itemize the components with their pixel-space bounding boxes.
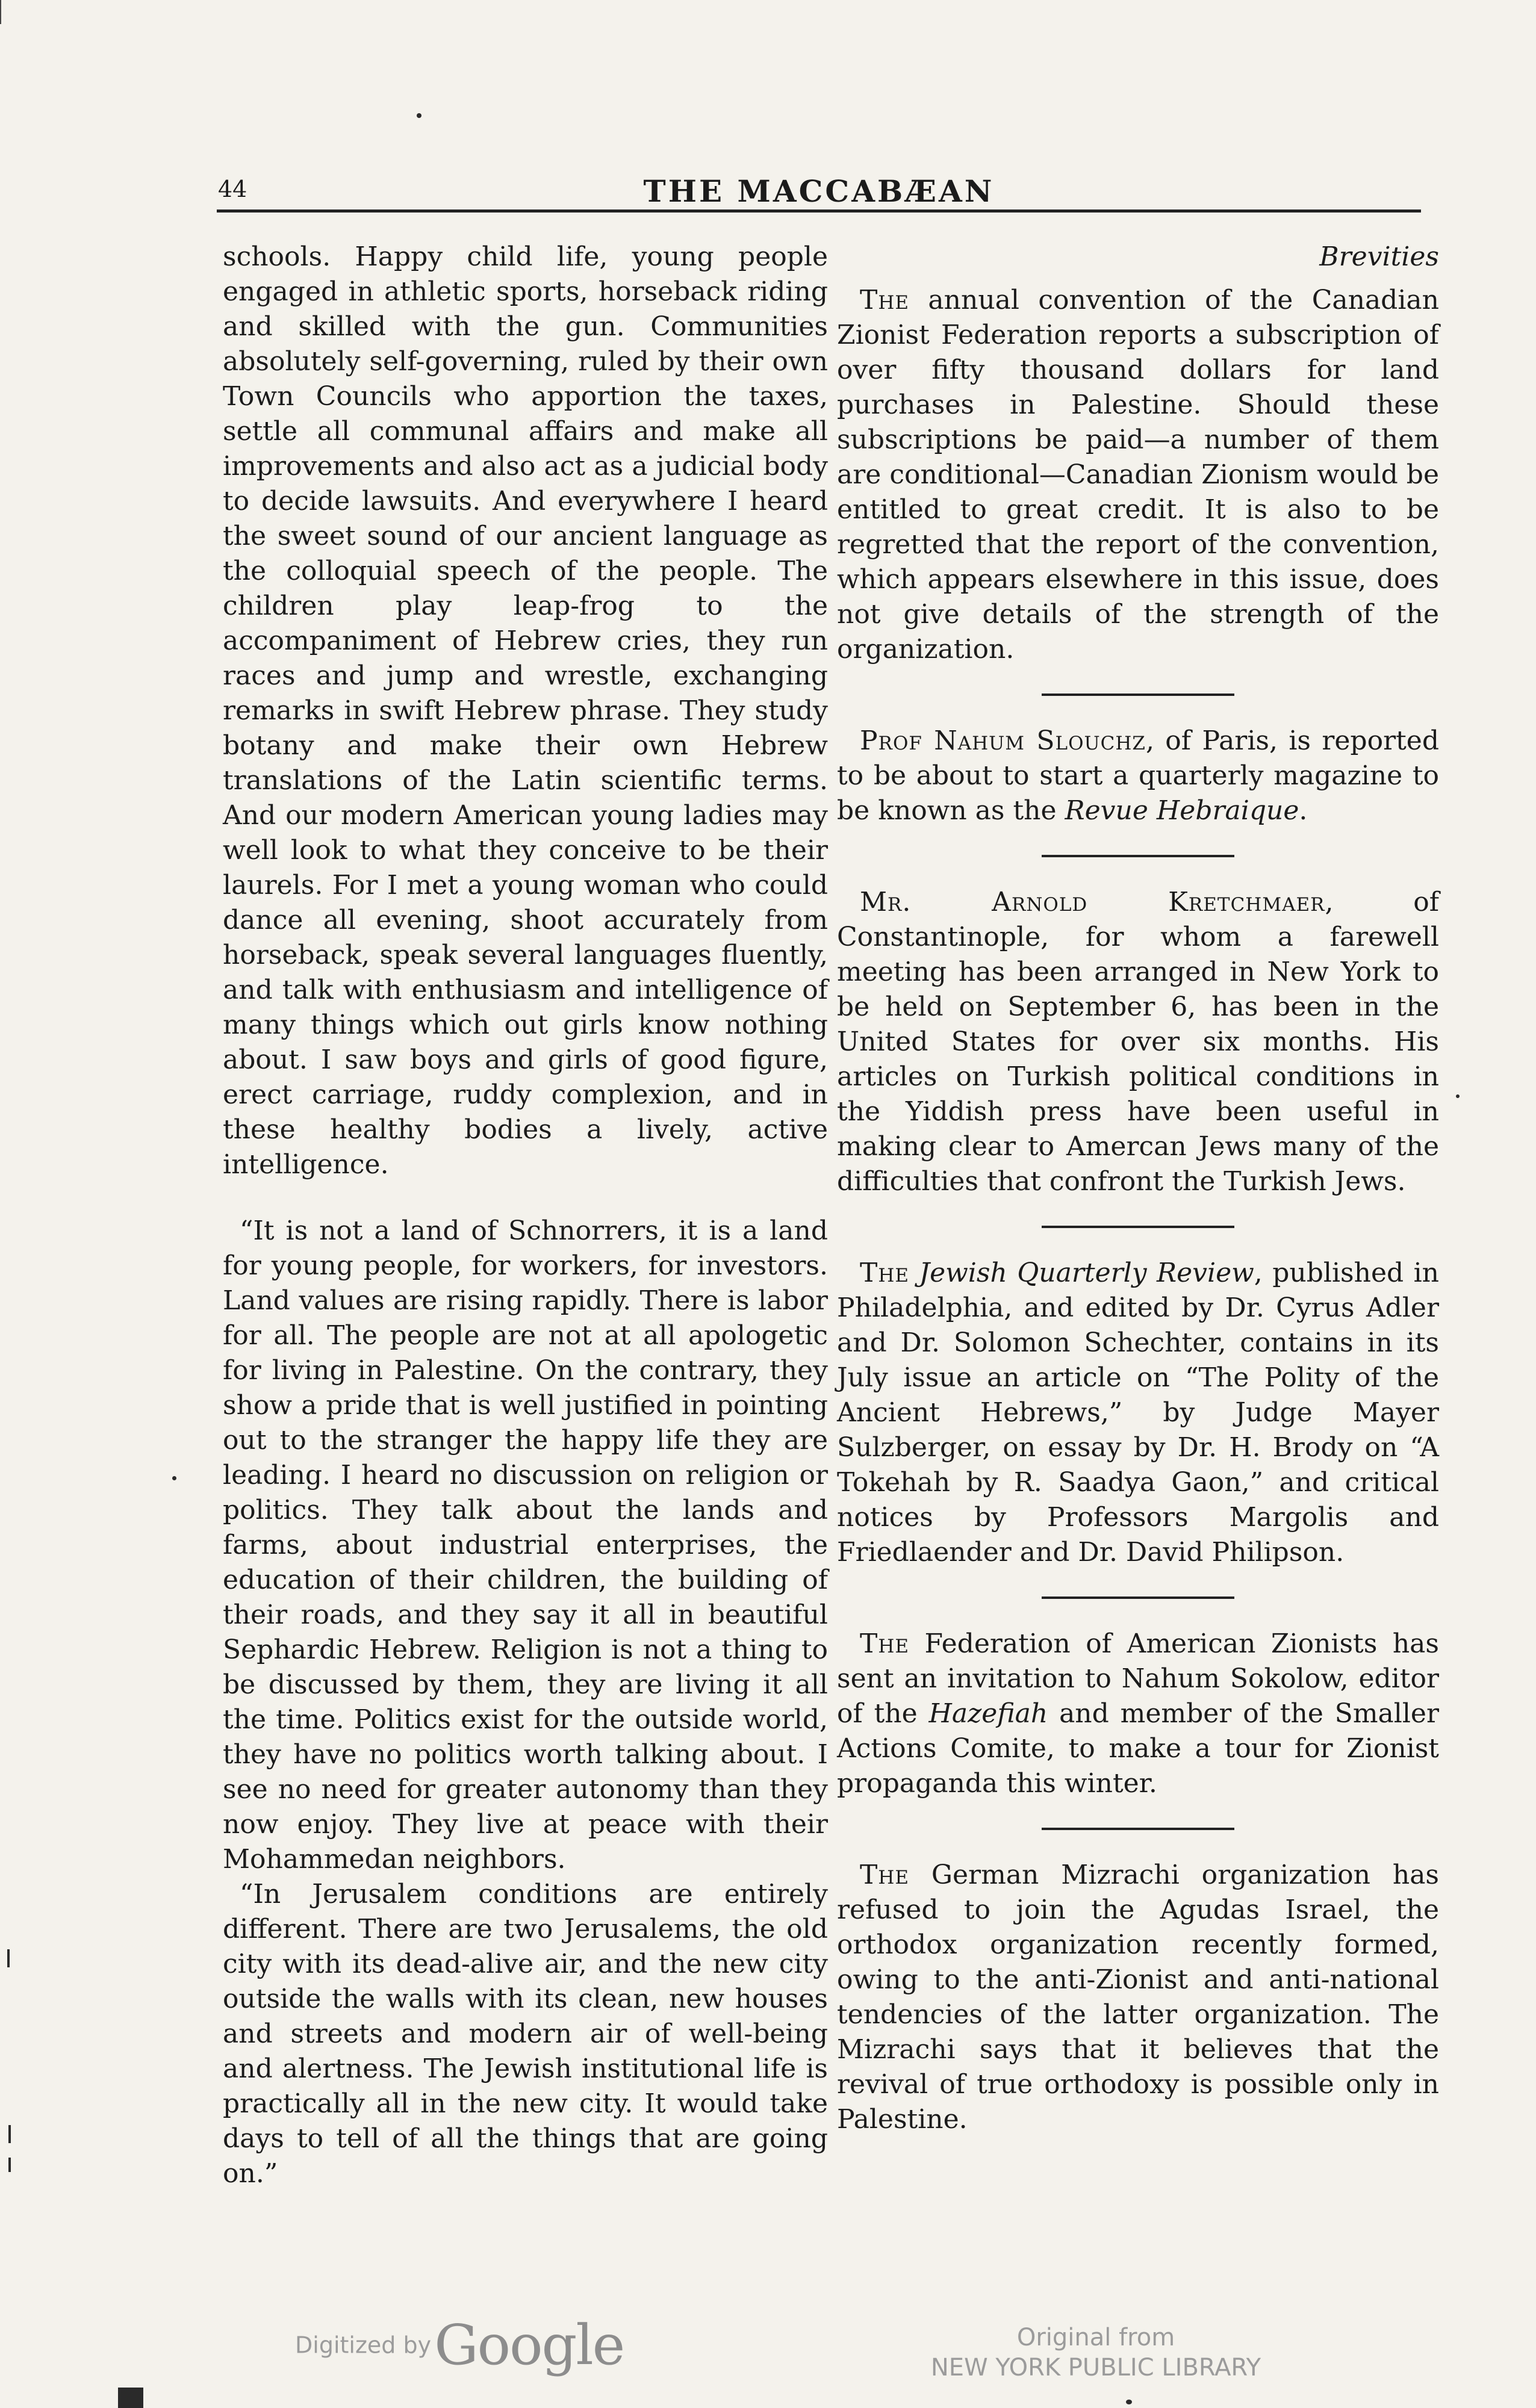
brief-tail-italic: Revue Hebraique [1065,795,1299,826]
scan-speck [172,1476,176,1480]
separator-rule [1042,694,1234,696]
left-column [223,240,828,2191]
brief-lead: Prof Nahum Slouchz [860,725,1146,756]
paragraph: schools. Happy child life, young people engaged in athletic sports, horseback riding and skilled with the gun. Communities absolutely self-governing, ruled by their own Town Councils who apportion the taxes, settle all communal affairs and make all improvements and also act as a judicial body to decide lawsuits. And everywhere I heard the sweet sound of our ancient language as the colloquial speech of the people. The children play leap-frog to the accompaniment of Hebrew cries, they run races and jump and wrestle, exchanging remarks in swift Hebrew phrase. They study botany and make their own Hebrew translations of the Latin scientific terms. And our modern American young ladies may well look to what they conceive to be their laurels. For I met a young woman who could dance all evening, shoot accurately from horseback, speak several languages fluently, and talk with enthusiasm and intelligence of many things which out girls know nothing about. I saw boys and girls of good figure, erect carriage, ruddy complexion, and in these healthy bodies a lively, active intelligence. [223,241,828,1180]
brief-item [837,1256,1439,1570]
scan-corner-blot [118,2388,143,2408]
paragraph: “It is not a land of Schnorrers, it is a land for young people, for workers, for investors. Land values are rising rapidly. There is labor for all. The people are not at all apologetic for living in Palestine. On the contrary, they show a pride that is well justified in pointing out to the stranger the happy life they are leading. I heard no discussion on religion or politics. They talk about the lands and farms, about industrial enterprises, the education of their children, the building of their roads, and they say it all in beautiful Sephardic Hebrew. Religion is not a thing to be discussed by them, they are living it all the time. Politics exist for the outside world, they have no politics worth talking about. I see no need for greater autonomy than they now enjoy. They live at peace with their Mohammedan neighbors. [223,1215,828,1875]
brief-tail: and member of the Smaller Actions Comite, to make a tour for Zionist propaganda this winter. [837,1698,1439,1799]
brief-text: , of Constantinople, for whom a farewell meeting has been arranged in New York to be held on September 6, has been in the United States for over six months. His articles on Turkish political conditions in the Yiddish press have been useful in making clear to Amercan Jews many of the difficulties that confront the Turkish Jews. [837,887,1439,1197]
google-logo: Google [434,2313,624,2377]
library-name: NEW YORK PUBLIC LIBRARY [930,2354,1261,2382]
right-column [837,240,1439,2147]
brief-lead: The [860,1860,910,1890]
brief-lead: Mr. Arnold Kretchmaer [860,887,1325,917]
scan-margin-mark [0,0,1,24]
brief-item [837,1858,1439,2137]
brief-text: German Mizrachi organization has refused to join the Agudas Israel, the orthodox organization recently formed, owing to the anti-Zionist and anti-national tendencies of the latter organization. The Mizrachi says that it believes that the revival of true orthodoxy is possible only in Palestine. [837,1860,1439,2135]
scan-speck [8,2125,11,2143]
page-header [217,173,1421,213]
library-credit [867,2323,1325,2383]
scan-speck [1456,1094,1460,1098]
brief-item [837,283,1439,667]
digitized-credit [295,2313,624,2377]
brief-lead: The [860,1628,910,1659]
separator-rule [1042,855,1234,857]
brief-text: , of Paris, is reported to be about to start a quarterly magazine to be known as the [837,725,1439,826]
paragraph: “In Jerusalem conditions are entirely different. There are two Jerusalems, the old city with its dead-alive air, and the new city outside the walls with its clean, new houses and streets and modern air of well-being and alertness. The Jewish institutional life is practically all in the new city. It would take days to tell of all the things that are going on.” [223,1879,828,2189]
brief-lead: The [860,1258,910,1288]
running-title: THE MACCABÆAN [643,173,995,209]
brief-text: annual convention of the Canadian Zionist Federation reports a subscription of over fifty thousand dollars for land purchases in Palestine. Should these subscriptions be paid—a number of them are conditional—Canadian Zionism would be entitled to great credit. It is also to be regretted that the report of the convention, which appears elsewhere in this issue, does not give details of the strength of the organization. [837,285,1439,665]
brief-lead: The [860,285,910,315]
brief-item [837,1627,1439,1801]
brief-tail-italic: Hazefiah [928,1698,1048,1729]
scan-speck [1126,2400,1132,2404]
page-number: 44 [218,176,247,202]
brief-item [837,885,1439,1199]
brief-lead-italic: Jewish Quarterly Review [909,1258,1254,1288]
digitized-by-text: Digitized by [295,2332,432,2359]
brief-tail: . [1299,795,1308,826]
original-from-text: Original from [1016,2324,1175,2351]
section-title: Brevities [1319,241,1439,272]
scan-speck [7,1949,10,1967]
separator-rule [1042,1828,1234,1830]
separator-rule [1042,1226,1234,1228]
scan-speck [8,2158,11,2172]
header-rule [217,209,1421,213]
brief-text: Federation of American Zionists has sent an invitation to Nahum Sokolow, editor of the [837,1628,1439,1729]
separator-rule [1042,1597,1234,1599]
scan-speck [417,113,421,118]
brief-text: , published in Philadelphia, and edited by Dr. Cyrus Adler and Dr. Solomon Schechter, contains in its July issue an article on “The Polity of the Ancient Hebrews,” by Judge Mayer Sulzberger, on essay by Dr. H. Brody on “A Tokehah by R. Saadya Gaon,” and critical notices by Professors Margolis and Friedlaender and Dr. David Philipson. [837,1258,1439,1568]
brief-item [837,724,1439,828]
paragraph-gap [223,1182,828,1214]
